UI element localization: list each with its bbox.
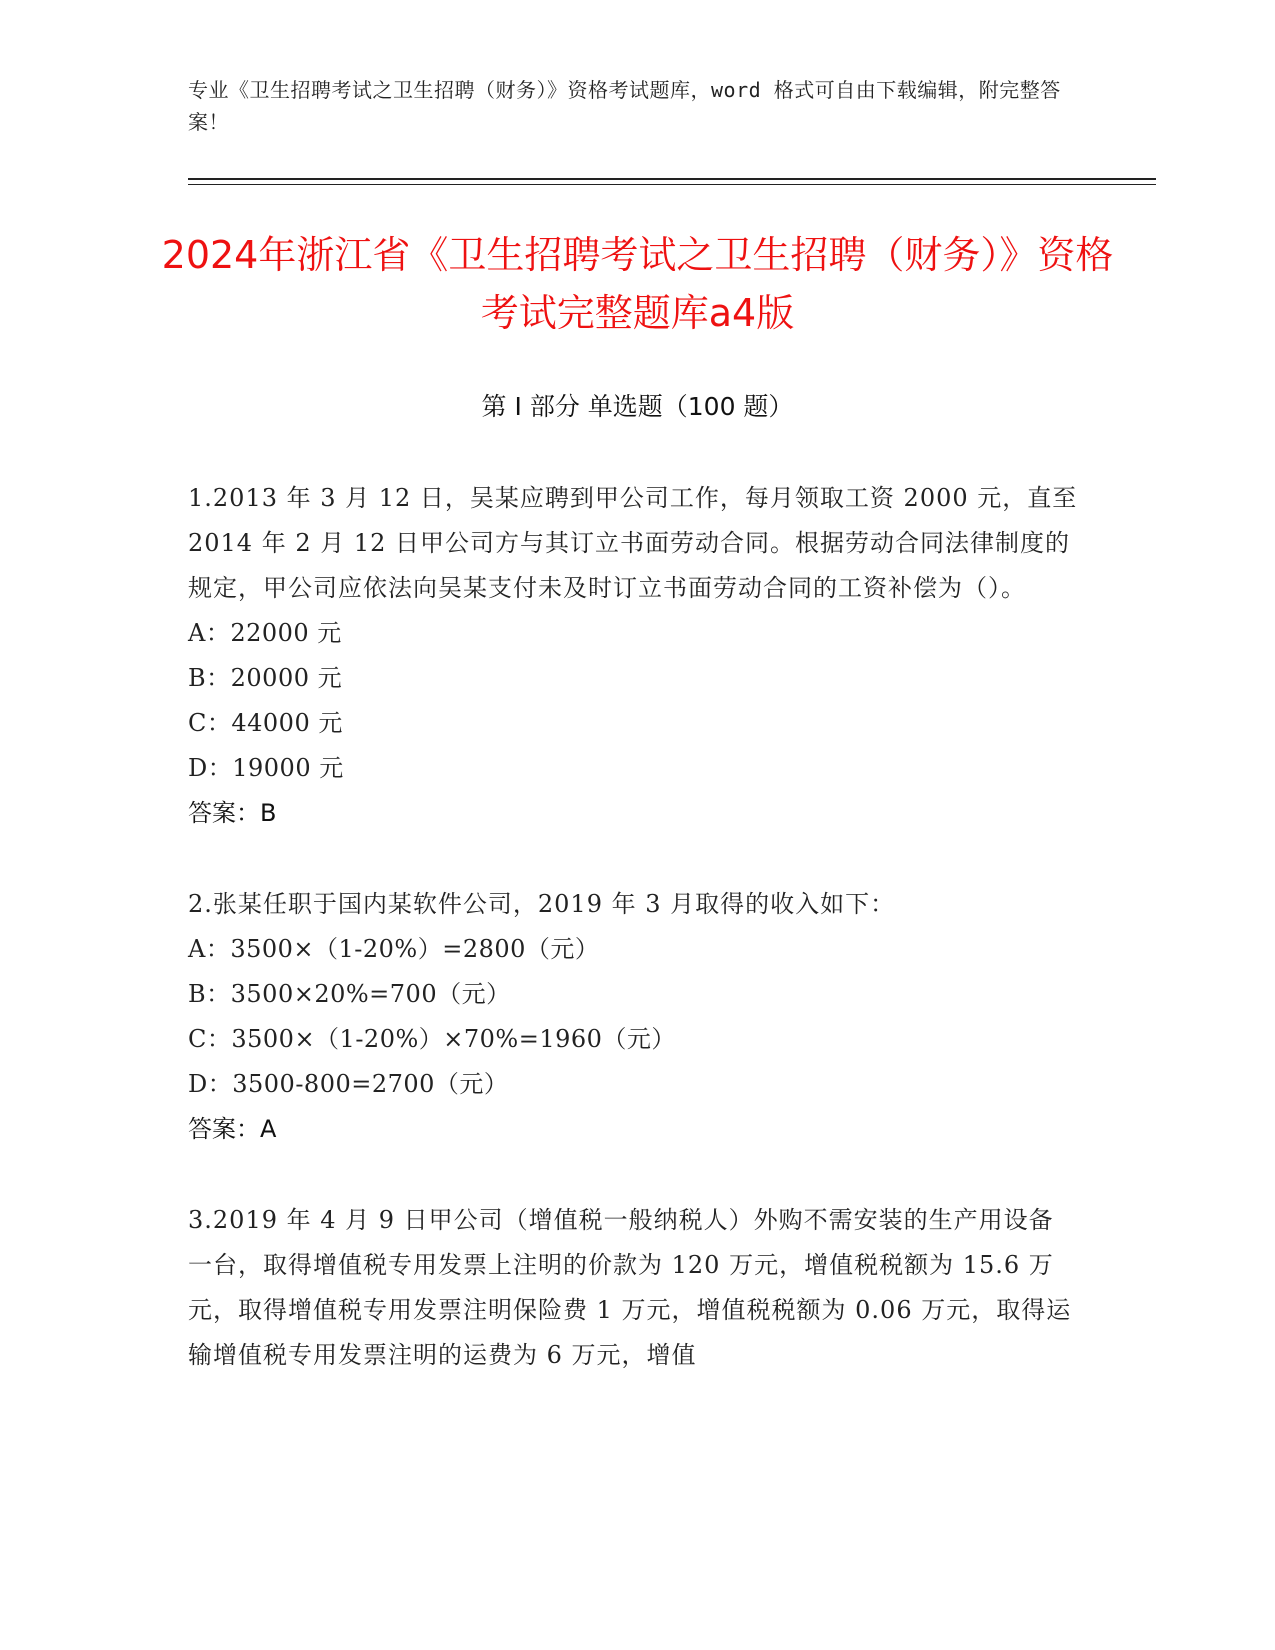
option-d: D：19000 元 [188,754,344,782]
header-divider-thin [188,184,1156,185]
question-3 [188,1198,1078,1378]
question-1 [188,476,1078,836]
option-b: B：20000 元 [188,664,343,692]
option-b: B：3500×20%=700（元） [188,980,511,1008]
answer-line: 答案：A [188,1115,277,1143]
question-list [188,476,1078,1424]
question-stem: 3.2019 年 4 月 9 日甲公司（增值税一般纳税人）外购不需安装的生产用设备一台，取得增值税专用发票上注明的价款为 120 万元，增值税税额为 15.6 万元，取得增值税专用发票注明保险费 1 万元，增值税税额为 0.06 万元，取得运输增值税专用发票注明的运费为 6 万元，增值 [188,1206,1072,1369]
question-stem: 1.2013 年 3 月 12 日，吴某应聘到甲公司工作，每月领取工资 2000 元，直至 2014 年 2 月 12 日甲公司方与其订立书面劳动合同。根据劳动合同法律制度的规定，甲公司应依法向吴某支付未及时订立书面劳动合同的工资补偿为（）。 [188,484,1078,602]
section-title: 第 I 部分 单选题（100 题） [481,392,794,421]
option-a: A：3500×（1-20%）=2800（元） [188,935,600,963]
option-a: A：22000 元 [188,619,342,647]
option-c: C：44000 元 [188,709,343,737]
header-note: 专业《卫生招聘考试之卫生招聘（财务）》资格考试题库，word 格式可自由下载编辑，附完整答案！ [188,78,1061,134]
question-2 [188,882,1078,1152]
document-title: 2024年浙江省《卫生招聘考试之卫生招聘（财务）》资格考试完整题库a4版 [161,233,1114,335]
answer-line: 答案：B [188,799,277,827]
header-divider-thick [188,178,1156,180]
option-d: D：3500-800=2700（元） [188,1070,509,1098]
question-stem: 2.张某任职于国内某软件公司，2019 年 3 月取得的收入如下： [188,890,896,918]
option-c: C：3500×（1-20%）×70%=1960（元） [188,1025,676,1053]
